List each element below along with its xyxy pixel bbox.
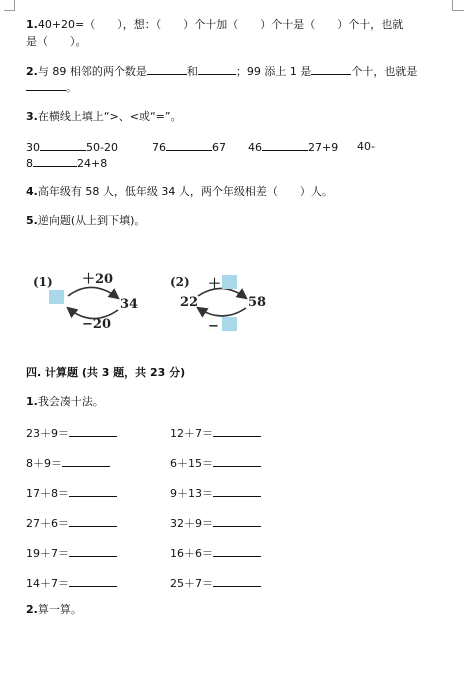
compare-left: 8: [26, 157, 33, 170]
corner-mark-top-right-v: [452, 0, 453, 10]
compare-item-1: [26, 140, 118, 155]
compare-right: 24+8: [77, 157, 108, 170]
corner-mark-top-left-h: [4, 10, 15, 11]
question-text: 个十，也就是: [351, 65, 418, 78]
calc-expression: 25＋7＝: [170, 577, 213, 590]
answer-blank[interactable]: [198, 64, 236, 75]
question-text: 高年级有 58 人，低年级 34 人，两个年级相差（ ）人。: [37, 185, 333, 198]
diagram-left-number: 22: [180, 295, 199, 310]
question-text: 我会凑十法。: [37, 395, 104, 408]
calc-row-5-left: [26, 546, 117, 561]
answer-blank[interactable]: [213, 486, 261, 497]
compare-right: 27+9: [308, 141, 339, 154]
calc-expression: 12＋7＝: [170, 427, 213, 440]
question-1-line-1: [26, 18, 403, 32]
corner-mark-top-left-v: [14, 0, 15, 10]
answer-blank[interactable]: [69, 516, 117, 527]
arrow-forward: [198, 288, 246, 298]
question-2: [26, 64, 417, 79]
section-title: 四. 计算题 (共 3 题，共 23 分): [26, 366, 186, 379]
compare-right: 50-20: [86, 141, 118, 154]
compare-item-2: [152, 140, 226, 155]
calc-expression: 14＋7＝: [26, 577, 69, 590]
compare-right: 67: [212, 141, 226, 154]
question-text: 。: [66, 81, 77, 94]
calc-row-2-left: [26, 456, 110, 471]
diagram-top-operation: ＋20: [82, 272, 114, 287]
section-4-question-1: [26, 395, 104, 409]
compare-item-4: [357, 140, 375, 154]
question-number: 1.: [26, 395, 38, 408]
diagram-label: (2): [170, 275, 190, 289]
diagram-right-number: 58: [248, 295, 267, 310]
compare-left: 30: [26, 141, 40, 154]
answer-blank[interactable]: [26, 80, 66, 91]
calc-expression: 9＋13＝: [170, 487, 213, 500]
diagram-bottom-operation: −: [208, 319, 219, 334]
corner-mark-top-right-h: [452, 10, 464, 11]
calc-row-1-right: [170, 426, 261, 441]
question-number: 5.: [26, 214, 38, 227]
answer-blank[interactable]: [311, 64, 351, 75]
answer-blank[interactable]: [213, 546, 261, 557]
calc-expression: 32＋9＝: [170, 517, 213, 530]
calc-expression: 19＋7＝: [26, 547, 69, 560]
question-text: 与 89 相邻的两个数是: [37, 65, 147, 78]
answer-blank[interactable]: [213, 516, 261, 527]
calc-row-1-left: [26, 426, 117, 441]
compare-left: 46: [248, 141, 262, 154]
section-4-question-2: [26, 603, 82, 617]
question-text: 和: [186, 65, 198, 78]
calc-expression: 8＋9＝: [26, 457, 62, 470]
calc-row-4-left: [26, 516, 117, 531]
arrow-forward: [68, 287, 118, 298]
calc-row-5-right: [170, 546, 261, 561]
answer-blank[interactable]: [213, 456, 261, 467]
diagram-bottom-operation: −20: [82, 317, 111, 332]
answer-blank[interactable]: [213, 426, 261, 437]
answer-blank[interactable]: [147, 64, 187, 75]
compare-left: 76: [152, 141, 166, 154]
calc-row-3-right: [170, 486, 261, 501]
calc-row-4-right: [170, 516, 261, 531]
answer-blank[interactable]: [69, 486, 117, 497]
answer-blank[interactable]: [69, 426, 117, 437]
diagram-label: (1): [33, 275, 53, 289]
calc-row-6-left: [26, 576, 117, 591]
answer-blank[interactable]: [166, 140, 212, 151]
question-number: 3.: [26, 110, 38, 123]
calc-row-3-left: [26, 486, 117, 501]
question-1-line-2: [26, 35, 87, 49]
calc-expression: 16＋6＝: [170, 547, 213, 560]
question-3: [26, 110, 182, 124]
blank-square[interactable]: [222, 275, 237, 289]
question-text: ；99 添上 1 是: [235, 65, 312, 78]
blank-square[interactable]: [222, 317, 237, 331]
answer-blank[interactable]: [69, 546, 117, 557]
calc-expression: 23＋9＝: [26, 427, 69, 440]
answer-blank[interactable]: [62, 456, 110, 467]
question-4: [26, 185, 333, 199]
question-text: 算一算。: [37, 603, 82, 616]
diagram-right-number: 34: [120, 297, 139, 312]
compare-item-4-continued: [26, 156, 107, 171]
calc-expression: 17＋8＝: [26, 487, 69, 500]
answer-blank[interactable]: [213, 576, 261, 587]
question-text: 在横线上填上“>、<或“=”。: [37, 110, 182, 123]
question-number: 1.: [26, 18, 38, 31]
compare-item-3: [248, 140, 338, 155]
calc-expression: 6＋15＝: [170, 457, 213, 470]
question-text: 40+20=（ ），想：（ ）个十加（ ）个十是（ ）个十，也就: [37, 18, 404, 31]
answer-blank[interactable]: [69, 576, 117, 587]
question-text: 逆向题(从上到下填)。: [37, 214, 146, 227]
question-number: 4.: [26, 185, 38, 198]
calc-row-6-right: [170, 576, 261, 591]
blank-square[interactable]: [49, 290, 64, 304]
question-5: [26, 214, 145, 228]
calc-expression: 27＋6＝: [26, 517, 69, 530]
question-number: 2.: [26, 603, 38, 616]
reverse-diagram-1: [30, 268, 150, 338]
question-text: 是（ ）。: [26, 35, 87, 48]
compare-left: 40-: [357, 140, 375, 153]
answer-blank[interactable]: [33, 156, 77, 167]
question-number: 2.: [26, 65, 38, 78]
diagram-top-operation: ＋: [208, 277, 222, 292]
calc-row-2-right: [170, 456, 261, 471]
answer-blank[interactable]: [262, 140, 308, 151]
question-2-line-2: [26, 80, 77, 95]
arrow-backward: [198, 308, 246, 316]
answer-blank[interactable]: [40, 140, 86, 151]
